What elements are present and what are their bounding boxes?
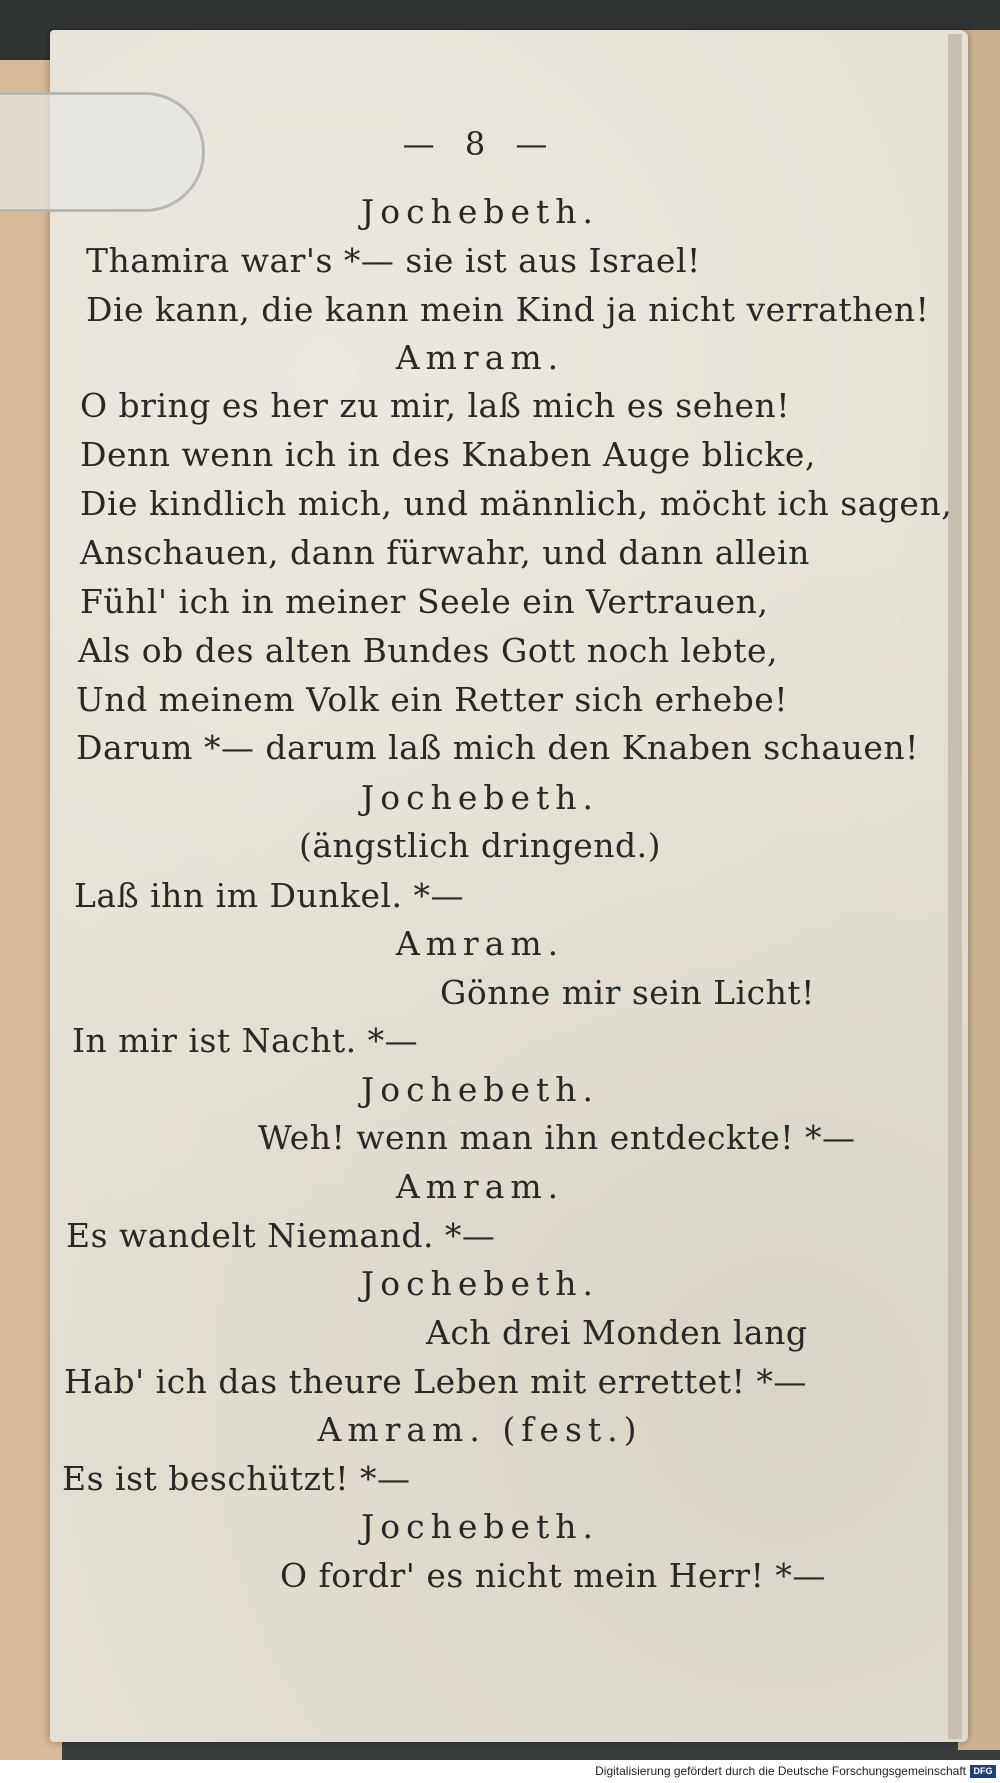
verse-line: Weh! wenn man ihn entdeckte! *— (258, 1118, 856, 1157)
speaker-label: Jochebeth. (360, 192, 600, 231)
verse-line: O fordr' es nicht mein Herr! *— (280, 1556, 826, 1595)
digitization-credit (0, 1760, 1000, 1783)
verse-line: Hab' ich das theure Leben mit errettet! *— (64, 1362, 807, 1401)
verse-line: Fühl' ich in meiner Seele ein Vertrauen, (80, 582, 769, 621)
verse-line: Darum *— darum laß mich den Knaben schauen! (76, 728, 919, 767)
verse-line: Gönne mir sein Licht! (440, 973, 815, 1012)
page-edge (948, 34, 962, 1739)
verse-line: Ach drei Monden lang (426, 1313, 808, 1352)
speaker-label: Amram. (395, 338, 565, 377)
verse-line: Es wandelt Niemand. *— (66, 1216, 496, 1255)
speaker-label: Jochebeth. (360, 1507, 600, 1546)
verse-line: Denn wenn ich in des Knaben Auge blicke, (80, 435, 816, 474)
speaker-label: Amram. (395, 1167, 565, 1206)
verse-line: Die kann, die kann mein Kind ja nicht verrathen! (86, 290, 930, 329)
verse-line: Anschauen, dann fürwahr, und dann allein (80, 533, 810, 572)
verse-line: In mir ist Nacht. *— (72, 1021, 419, 1060)
verse-line: Laß ihn im Dunkel. *— (74, 876, 465, 915)
credit-text: Digitalisierung gefördert durch die Deutsche Forschungsgemeinschaft (595, 1764, 966, 1778)
verse-line: Es ist beschützt! *— (62, 1459, 411, 1498)
verse-line: O bring es her zu mir, laß mich es sehen! (80, 386, 791, 425)
speaker-label: Jochebeth. (360, 1070, 600, 1109)
verse-line: Thamira war's *— sie ist aus Israel! (86, 241, 701, 280)
speaker-label: Amram. (fest.) (317, 1410, 643, 1449)
verse-line: Und meinem Volk ein Retter sich erhebe! (76, 680, 789, 719)
speaker-label: Amram. (395, 924, 565, 963)
stage-direction: (ängstlich dringend.) (298, 826, 662, 865)
speaker-label: Jochebeth. (360, 778, 600, 817)
verse-line: Als ob des alten Bundes Gott noch lebte, (78, 631, 779, 670)
dfg-logo: DFG (970, 1765, 996, 1778)
speaker-label: Jochebeth. (360, 1264, 600, 1303)
page-number: — 8 — (402, 125, 558, 163)
verse-line: Die kindlich mich, und männlich, möcht ich sagen, (80, 484, 953, 523)
